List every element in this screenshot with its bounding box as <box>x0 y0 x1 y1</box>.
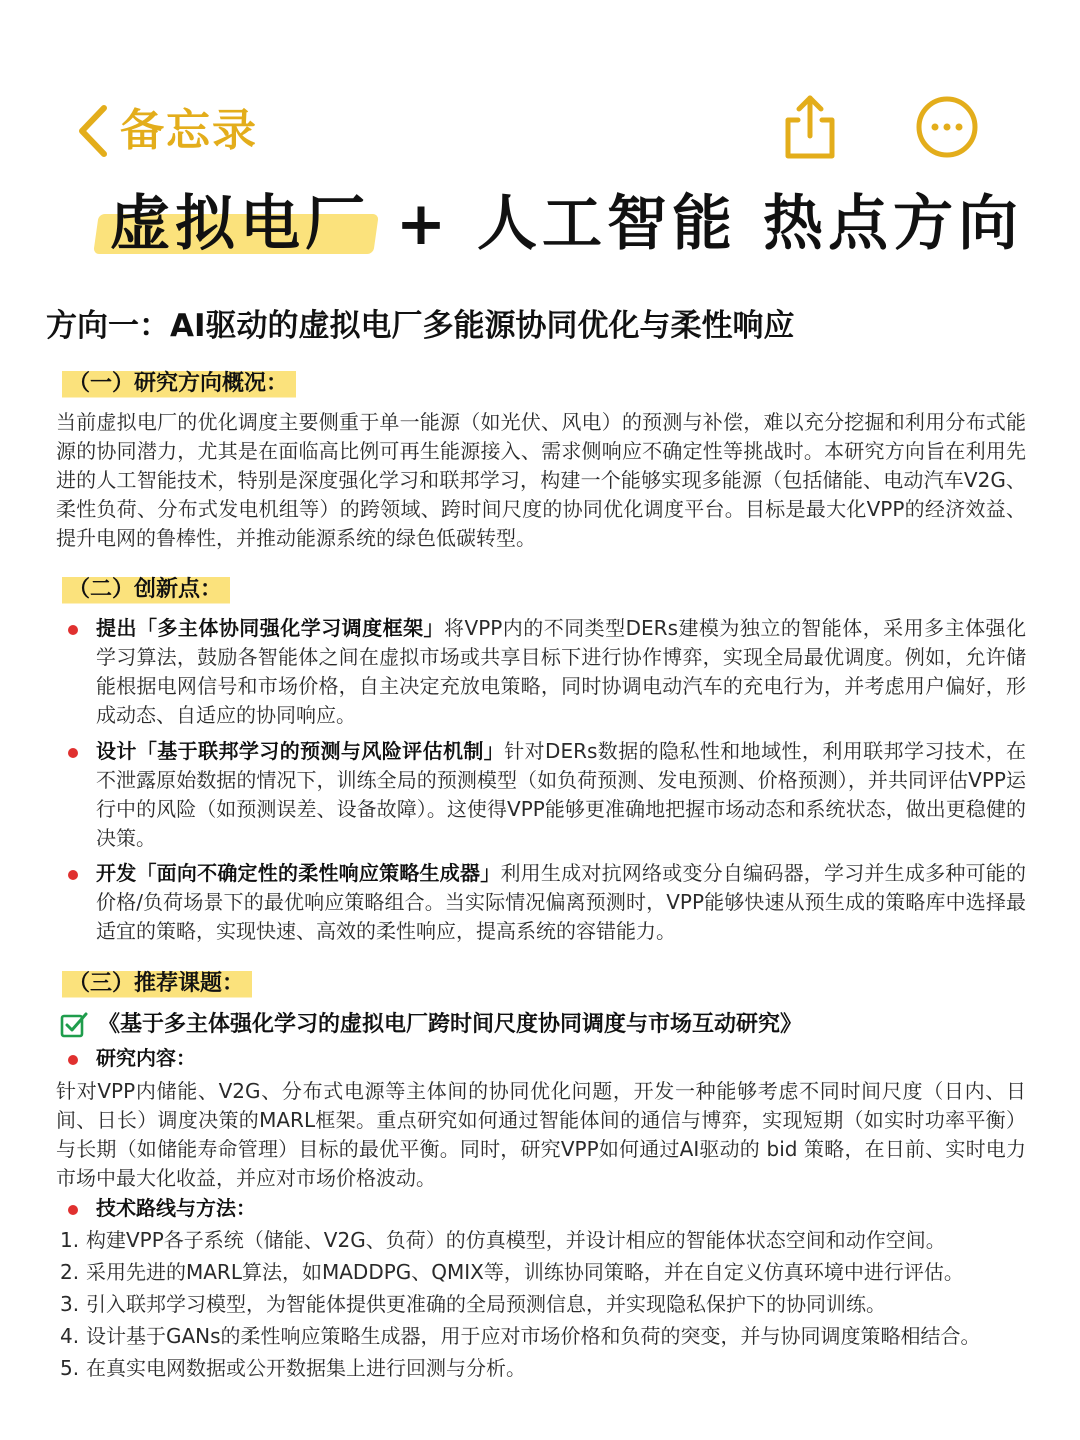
share-button[interactable] <box>780 94 840 160</box>
innovation-item-text: 针对DERs数据的隐私性和地域性，利用联邦学习技术，在不泄露原始数据的情况下，训练全局的预测模型（如负荷预测、发电预测、价格预测），并共同评估VPP运行中的风险（如预测误差、设备故障）。这使得VPP能够更准确地把握市场动态和系统状态，做出更稳健的决策。 <box>96 739 1027 850</box>
method-step: 1. 构建VPP各子系统（储能、V2G、负荷）的仿真模型，并设计相应的智能体状态空间和动作空间。 <box>60 1228 946 1252</box>
hero-banner <box>0 186 1080 266</box>
innovation-item <box>66 859 1026 946</box>
research-content-label: 研究内容： <box>66 1044 196 1073</box>
back-button[interactable] <box>74 98 258 164</box>
innovation-item <box>66 737 1026 853</box>
hero-title: 虚拟电厂 + 人工智能 热点方向 <box>110 189 1023 259</box>
innovation-item-text: 将VPP内的不同类型DERs建模为独立的智能体，采用多主体强化学习算法，鼓励各智能体之间在虚拟市场或共享目标下进行协作博弈，实现全局最优调度。例如，允许储能根据电网信号和市场价格，自主决定充放电策略，同时协调电动汽车的充电行为，并考虑用户偏好，形成动态、自适应的协同响应。 <box>96 616 1027 727</box>
method-step: 5. 在真实电网数据或公开数据集上进行回测与分析。 <box>60 1356 526 1380</box>
recommended-topic <box>60 1010 802 1040</box>
overview-heading: （一）研究方向概况： <box>62 368 296 400</box>
top-nav-bar <box>0 92 1080 172</box>
checkbox-checked-icon <box>60 1011 88 1039</box>
innovation-item-bold: 提出「多主体协同强化学习调度框架」 <box>96 616 445 640</box>
bullet-dot <box>68 1205 78 1215</box>
innovation-item-text: 利用生成对抗网络或变分自编码器，学习并生成多种可能的价格/负荷场景下的最优响应策略组合。当实际情况偏离预测时，VPP能够快速从预生成的策略库中选择最适宜的策略，实现快速、高效的柔性响应，提高系统的容错能力。 <box>96 861 1027 943</box>
method-step: 4. 设计基于GANs的柔性响应策略生成器，用于应对市场价格和负荷的突变，并与协同调度策略相结合。 <box>60 1324 981 1348</box>
innovation-heading: （二）创新点： <box>62 574 230 606</box>
overview-paragraph: 当前虚拟电厂的优化调度主要侧重于单一能源（如光伏、风电）的预测与补偿，难以充分挖掘和利用分布式能源的协同潜力，尤其是在面临高比例可再生能源接入、需求侧响应不确定性等挑战时。本研究方向旨在利用先进的人工智能技术，特别是深度强化学习和联邦学习，构建一个能够实现多能源（包括储能、电动汽车V2G、柔性负荷、分布式发电机组等）的跨领域、跨时间尺度的协同优化调度平台。目标是最大化VPP的经济效益、提升电网的鲁棒性，并推动能源系统的绿色低碳转型。 <box>56 410 1026 550</box>
bullet-dot <box>68 1055 78 1065</box>
method-step: 2. 采用先进的MARL算法，如MADDPG、QMIX等，训练协同策略，并在自定义仿真环境中进行评估。 <box>60 1260 964 1284</box>
share-icon <box>780 94 840 160</box>
chevron-left-icon <box>74 102 114 160</box>
innovation-item <box>66 614 1026 730</box>
bullet-dot <box>68 870 78 880</box>
topics-heading: （三）推荐课题： <box>62 968 252 1000</box>
direction-title: 方向一：AI驱动的虚拟电厂多能源协同优化与柔性响应 <box>46 308 795 344</box>
more-options-button[interactable] <box>914 94 980 160</box>
research-content-paragraph: 针对VPP内储能、V2G、分布式电源等主体间的协同优化问题，开发一种能够考虑不同时间尺度（日内、日间、日长）调度决策的MARL框架。重点研究如何通过智能体间的通信与博弈，实现短期（如实时功率平衡）与长期（如储能寿命管理）目标的最优平衡。同时，研究VPP如何通过AI驱动的 bid 策略，在日前、实时电力市场中最大化收益，并应对市场价格波动。 <box>56 1079 1026 1190</box>
topic-title: 《基于多主体强化学习的虚拟电厂跨时间尺度协同调度与市场互动研究》 <box>98 1012 803 1037</box>
back-button-label: 备忘录 <box>120 105 258 156</box>
more-icon <box>914 94 980 160</box>
bullet-dot <box>68 748 78 758</box>
innovation-item-bold: 设计「基于联邦学习的预测与风险评估机制」 <box>96 739 505 763</box>
innovation-item-bold: 开发「面向不确定性的柔性响应策略生成器」 <box>96 861 501 885</box>
method-step: 3. 引入联邦学习模型，为智能体提供更准确的全局预测信息，并实现隐私保护下的协同训练。 <box>60 1292 886 1316</box>
bullet-dot <box>68 625 78 635</box>
method-label: 技术路线与方法： <box>66 1194 256 1223</box>
method-steps-list <box>60 1226 1026 1386</box>
